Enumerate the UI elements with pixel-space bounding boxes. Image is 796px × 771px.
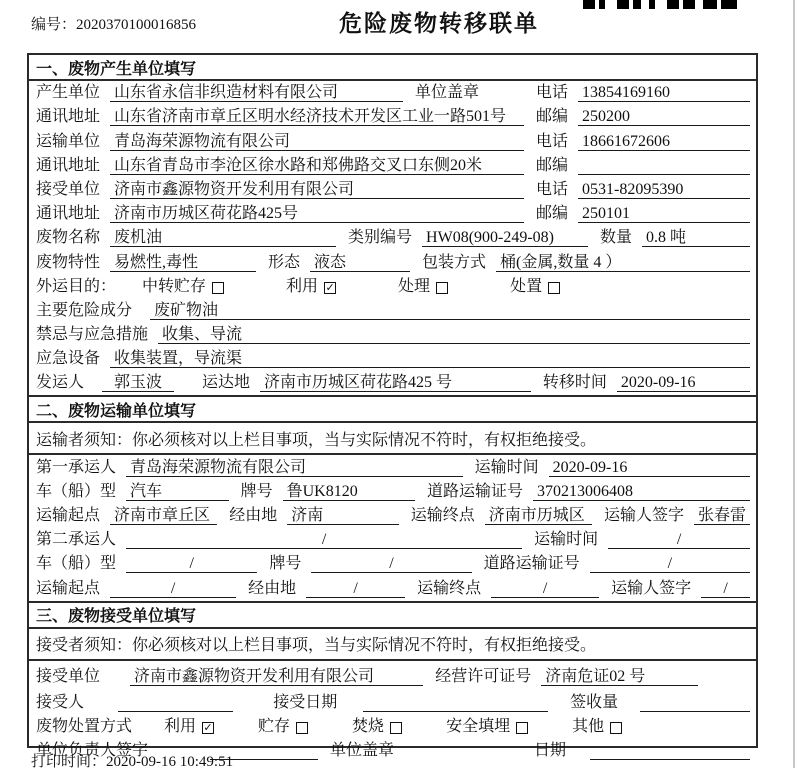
checkbox-unchecked-icon <box>548 282 560 294</box>
acceptor-label: 接受人 <box>36 693 85 711</box>
checkbox-label: 利用 <box>164 717 197 735</box>
checkbox-option <box>164 718 214 736</box>
quantity-value: 0.8 吨 <box>642 229 750 247</box>
vehicle-type-label: 车（船）型 <box>36 555 117 573</box>
disposal-method-label: 废物处置方式 <box>36 717 133 735</box>
receiver-address-value: 济南市历城区荷花路425号 <box>110 205 524 223</box>
first-route-row <box>29 504 756 528</box>
accept-unit-value: 济南市鑫源物资开发利用有限公司 <box>130 668 423 686</box>
sender-row <box>29 371 756 395</box>
transport-end-value: / <box>491 580 599 598</box>
transfer-time-value: 2020-09-16 <box>617 374 750 392</box>
transport-purpose-row <box>29 275 756 299</box>
transporter-phone-value: 18661672606 <box>578 133 750 151</box>
acceptor-value <box>118 694 233 712</box>
transport-end-label: 运输终点 <box>410 507 475 524</box>
transport-time-label: 运输时间 <box>474 458 539 476</box>
checkbox-option <box>572 718 622 736</box>
document-number-value: 2020370100016856 <box>76 17 197 33</box>
date-value <box>590 742 750 760</box>
section3-heading: 三、废物接受单位填写 <box>29 601 756 629</box>
transport-purpose-options <box>142 278 622 296</box>
phone-label: 电话 <box>535 180 568 198</box>
checkbox-option <box>142 278 224 296</box>
transfer-form <box>27 53 758 759</box>
disposal-method-row <box>29 715 756 739</box>
plate-number-label: 牌号 <box>240 482 273 500</box>
via-label: 经由地 <box>248 579 297 597</box>
producer-zip-value: 250200 <box>578 108 750 126</box>
packaging-value: 桶(金属,数量 4 ） <box>496 254 750 272</box>
page-right-edge <box>793 0 795 768</box>
emergency-equipment-label: 应急设备 <box>36 350 101 368</box>
receiver-phone-value: 0531-82095390 <box>578 181 750 199</box>
emergency-equipment-row <box>29 347 756 371</box>
acceptor-row <box>29 689 756 715</box>
first-vehicle-row <box>29 480 756 504</box>
producer-address-row <box>29 105 756 129</box>
road-transport-license-value: 370213006408 <box>533 483 750 501</box>
transport-origin-label: 运输起点 <box>36 579 101 597</box>
checkbox-label: 其他 <box>572 717 605 735</box>
vehicle-type-label: 车（船）型 <box>36 482 117 500</box>
checkbox-option <box>286 278 336 296</box>
transporter-signature-value: 张春雷 <box>694 507 750 525</box>
transport-origin-label: 运输起点 <box>36 507 101 524</box>
transporter-notice: 运输者须知：你必须核对以上栏目事项，当与实际情况不符时，有权拒绝接受。 <box>29 423 756 455</box>
checkbox-label: 安全填埋 <box>446 717 511 735</box>
permit-number-label: 经营许可证号 <box>435 667 532 685</box>
form-value: 液态 <box>310 254 410 272</box>
second-carrier-row <box>29 528 756 552</box>
checkbox-option <box>258 718 308 736</box>
road-transport-license-label: 道路运输证号 <box>483 555 580 573</box>
vehicle-type-value: / <box>126 555 257 573</box>
plate-number-value: / <box>311 555 471 573</box>
via-value: / <box>306 580 405 598</box>
emergency-measures-row <box>29 323 756 347</box>
first-carrier-label: 第一承运人 <box>36 458 117 476</box>
emergency-equipment-value: 收集装置，导流渠 <box>110 350 750 368</box>
first-carrier-row <box>29 455 756 479</box>
checkbox-label: 贮存 <box>258 717 291 735</box>
phone-label: 电话 <box>535 84 568 102</box>
plate-number-value: 鲁UK8120 <box>283 483 415 501</box>
transporter-unit-label: 运输单位 <box>36 132 101 150</box>
zip-label: 邮编 <box>535 205 568 223</box>
second-carrier-value: / <box>126 531 522 549</box>
unit-seal-label: 单位盖章 <box>415 84 480 102</box>
receiver-address-row <box>29 202 756 226</box>
second-carrier-label: 第二承运人 <box>36 531 117 549</box>
checkbox-unchecked-icon <box>390 722 402 734</box>
emergency-measures-value: 收集、导流 <box>158 326 750 344</box>
checkbox-checked-icon: ✓ <box>325 281 335 295</box>
checkbox-option <box>398 278 448 296</box>
checkbox-unchecked-icon <box>296 722 308 734</box>
disposal-method-options <box>164 718 666 736</box>
checkbox-unchecked-icon <box>436 282 448 294</box>
accept-date-value <box>363 694 548 712</box>
receiver-notice: 接受者须知：你必须核对以上栏目事项，当与实际情况不符时，有权拒绝接受。 <box>29 629 756 661</box>
producer-address-value: 山东省济南市章丘区明水经济技术开发区工业一路501号 <box>110 108 524 126</box>
unit-seal-label: 单位盖章 <box>330 741 395 759</box>
section1-heading: 一、废物产生单位填写 <box>29 55 756 81</box>
quantity-label: 数量 <box>600 229 633 247</box>
receiver-unit-value: 济南市鑫源物资开发利用有限公司 <box>110 181 524 199</box>
transporter-address-value: 山东省青岛市李沧区徐水路和郑佛路交叉口东侧20米 <box>110 157 524 175</box>
transport-purpose-label: 外运目的： <box>36 277 117 295</box>
first-carrier-value: 青岛海荣源物流有限公司 <box>126 459 463 477</box>
transporter-address-row <box>29 154 756 178</box>
transporter-row <box>29 129 756 153</box>
destination-label: 运达地 <box>202 374 251 392</box>
received-quantity-label: 签收量 <box>570 693 619 711</box>
transport-end-value: 济南市历城区 <box>485 507 592 525</box>
transporter-signature-label: 运输人签字 <box>603 507 684 524</box>
category-code-value: HW08(900-249-08) <box>422 229 588 247</box>
transport-end-label: 运输终点 <box>417 579 482 597</box>
checkbox-unchecked-icon <box>610 722 622 734</box>
zip-label: 邮编 <box>535 156 568 174</box>
transfer-time-label: 转移时间 <box>542 374 607 392</box>
checkbox-unchecked-icon <box>212 282 224 294</box>
page-title: 危险废物转移联单 <box>339 10 539 36</box>
waste-name-value: 废机油 <box>110 229 336 247</box>
checkbox-label: 焚烧 <box>352 717 385 735</box>
transport-origin-value: 济南市章丘区 <box>110 507 217 525</box>
manager-signature-label: 单位负责人签字 <box>36 741 149 759</box>
second-transport-time-value: / <box>608 531 750 549</box>
waste-name-row <box>29 226 756 250</box>
road-transport-license-label: 道路运输证号 <box>426 482 523 500</box>
checkbox-label: 处置 <box>510 277 543 295</box>
transporter-signature-value: / <box>701 580 750 598</box>
print-time-value: 2020-09-16 10:49:51 <box>106 754 234 770</box>
packaging-label: 包装方式 <box>422 253 487 271</box>
checkbox-option <box>352 718 402 736</box>
waste-name-label: 废物名称 <box>36 229 101 247</box>
producer-unit-label: 产生单位 <box>36 84 101 102</box>
waste-property-label: 废物特性 <box>36 253 101 271</box>
received-quantity-value <box>640 694 750 712</box>
transporter-unit-value: 青岛海荣源物流有限公司 <box>110 133 524 151</box>
date-label: 日期 <box>534 741 567 759</box>
zip-label: 邮编 <box>535 108 568 126</box>
checkbox-unchecked-icon <box>516 722 528 734</box>
via-value: 济南 <box>287 507 398 525</box>
via-label: 经由地 <box>229 507 278 524</box>
receiver-row <box>29 178 756 202</box>
first-transport-time-value: 2020-09-16 <box>549 459 750 477</box>
phone-label: 电话 <box>535 132 568 150</box>
checkbox-label: 利用 <box>286 277 319 295</box>
form-label: 形态 <box>268 253 301 271</box>
receiver-zip-value: 250101 <box>578 205 750 223</box>
checkbox-option <box>446 718 528 736</box>
producer-unit-value: 山东省永信非织造材料有限公司 <box>110 84 403 102</box>
address-label: 通讯地址 <box>36 108 101 126</box>
transport-origin-value: / <box>110 580 236 598</box>
road-transport-license-value: / <box>590 555 750 573</box>
second-vehicle-row <box>29 552 756 576</box>
sender-label: 发运人 <box>36 374 85 392</box>
address-label: 通讯地址 <box>36 205 101 223</box>
print-time-label: 打印时间： <box>31 754 107 770</box>
checkbox-checked-icon: ✓ <box>203 721 213 735</box>
waste-property-value: 易燃性,毒性 <box>110 254 256 272</box>
category-code-label: 类别编号 <box>348 229 413 247</box>
waste-property-row <box>29 250 756 274</box>
print-time <box>31 750 233 771</box>
checkbox-label: 处理 <box>398 277 431 295</box>
hazard-components-row <box>29 299 756 323</box>
plate-number-label: 牌号 <box>269 555 302 573</box>
sender-value: 郭玉波 <box>102 374 174 392</box>
transporter-signature-label: 运输人签字 <box>611 579 692 597</box>
checkbox-option <box>510 278 560 296</box>
producer-row <box>29 81 756 105</box>
accept-date-label: 接受日期 <box>273 693 338 711</box>
accept-unit-row <box>29 661 756 689</box>
accept-unit-label: 接受单位 <box>36 667 101 685</box>
transport-time-label: 运输时间 <box>534 531 599 549</box>
receiver-unit-label: 接受单位 <box>36 180 101 198</box>
hazard-components-value: 废矿物油 <box>150 302 750 320</box>
permit-number-value: 济南危证02 号 <box>541 668 698 686</box>
vehicle-type-value: 汽车 <box>126 483 229 501</box>
destination-value: 济南市历城区荷花路425 号 <box>260 374 531 392</box>
producer-phone-value: 13854169160 <box>578 84 750 102</box>
qr-code-fragment-icon <box>583 0 737 9</box>
address-label: 通讯地址 <box>36 156 101 174</box>
emergency-measures-label: 禁忌与应急措施 <box>36 326 149 344</box>
hazard-components-label: 主要危险成分 <box>36 301 133 319</box>
second-route-row <box>29 576 756 600</box>
document-number-label: 编号： <box>31 17 77 33</box>
section2-heading: 二、废物运输单位填写 <box>29 395 756 423</box>
checkbox-label: 中转贮存 <box>142 277 207 295</box>
transporter-zip-value <box>578 157 750 175</box>
